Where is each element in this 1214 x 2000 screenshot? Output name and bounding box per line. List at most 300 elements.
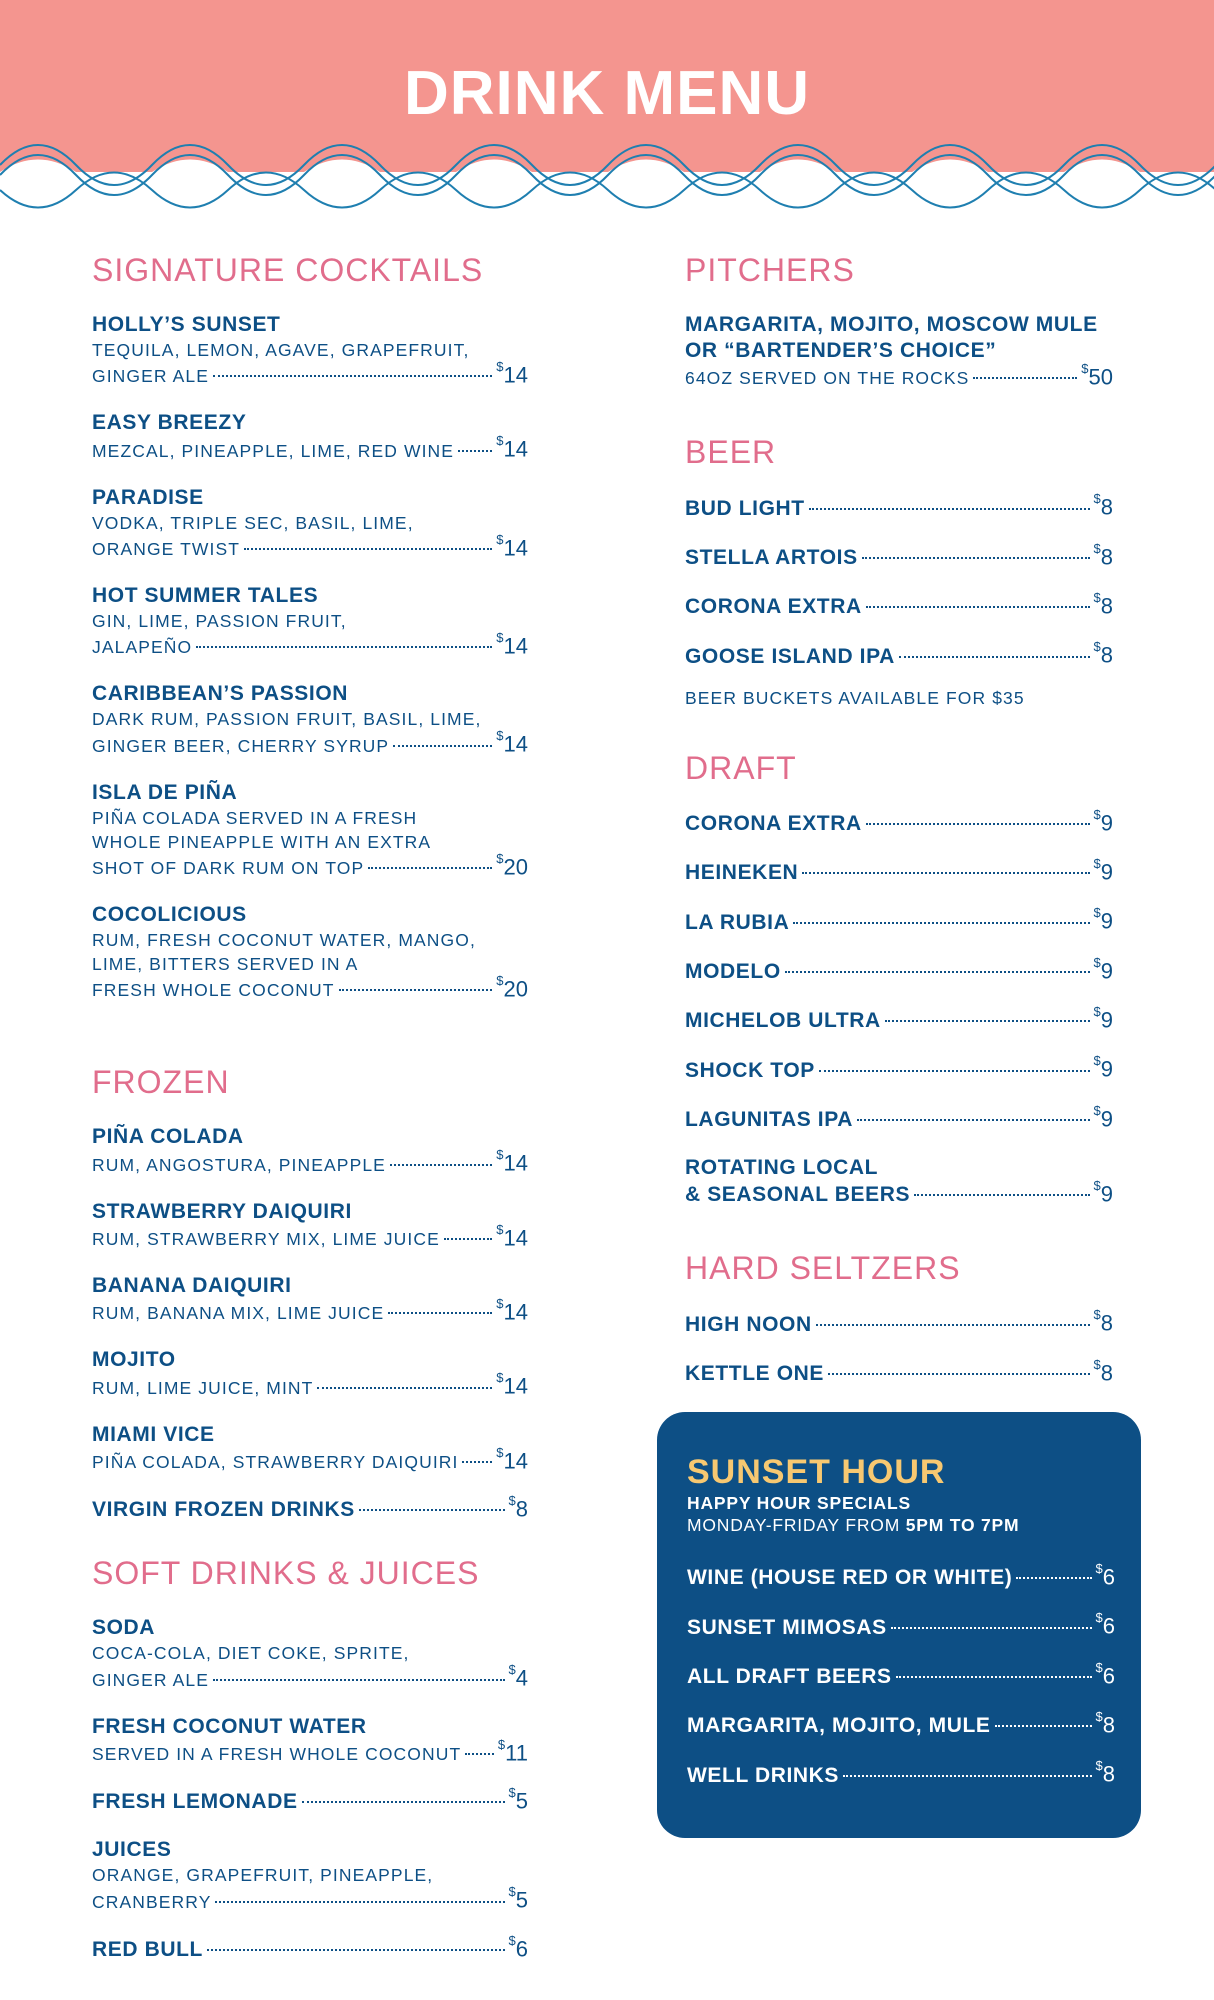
- currency-symbol: $: [496, 531, 504, 547]
- item-price: [1093, 1307, 1113, 1336]
- item-desc: GIN, LIME, PASSION FRUIT,: [92, 610, 347, 631]
- price-value: 8: [1100, 543, 1113, 569]
- item-line: [92, 1147, 528, 1176]
- item-line: [685, 1356, 1113, 1387]
- menu-item: [687, 1561, 1115, 1591]
- item-line: [687, 1758, 1115, 1788]
- item-price: [1093, 491, 1113, 520]
- item-name: HOT SUMMER TALES: [92, 583, 319, 607]
- item-price: [496, 531, 528, 561]
- item-price: [497, 1736, 528, 1766]
- item-name: BUD LIGHT: [685, 496, 805, 520]
- price-value: 9: [1100, 1105, 1113, 1131]
- item-name: FRESH COCONUT WATER: [92, 1714, 367, 1738]
- dot-leader: [213, 375, 492, 377]
- item-line: [685, 855, 1113, 886]
- menu-item: [685, 905, 1113, 935]
- dot-leader: [819, 1070, 1090, 1072]
- price-value: 14: [503, 731, 528, 757]
- item-name: PIÑA COLADA: [92, 1125, 244, 1149]
- item-line: [685, 589, 1113, 620]
- sunset-list: [687, 1561, 1115, 1789]
- menu-item: [685, 954, 1113, 985]
- menu-item: [685, 491, 1113, 521]
- price-value: 6: [515, 1935, 528, 1961]
- menu-item: [92, 485, 528, 561]
- item-desc: JALAPEÑO: [92, 637, 193, 658]
- item-desc: ORANGE TWIST: [92, 538, 241, 559]
- currency-symbol: $: [1093, 491, 1101, 507]
- item-line: [92, 629, 528, 659]
- item-name: HIGH NOON: [685, 1312, 812, 1336]
- item-price: [1093, 1053, 1113, 1082]
- item-line: [685, 1102, 1113, 1133]
- item-line: [685, 905, 1113, 935]
- section-title-frozen: FROZEN: [92, 1064, 230, 1101]
- menu-item: [92, 312, 528, 388]
- item-desc: TEQUILA, LEMON, AGAVE, GRAPEFRUIT,: [92, 340, 470, 360]
- item-name: FRESH LEMONADE: [92, 1790, 298, 1814]
- dot-leader: [317, 1387, 492, 1389]
- price-value: 11: [505, 1739, 528, 1765]
- dot-leader: [866, 606, 1090, 608]
- item-price: [1093, 1177, 1113, 1207]
- item-line: [685, 806, 1113, 837]
- item-line: [685, 491, 1113, 521]
- item-name: SUNSET MIMOSAS: [687, 1615, 887, 1639]
- price-value: 8: [1100, 1310, 1113, 1336]
- item-line: [685, 540, 1113, 571]
- item-name: VIRGIN FROZEN DRINKS: [92, 1498, 355, 1522]
- dot-leader: [213, 1679, 505, 1681]
- price-value: 8: [1100, 1359, 1113, 1385]
- dot-leader: [809, 508, 1090, 510]
- item-desc: SERVED IN A FRESH WHOLE COCONUT: [92, 1743, 462, 1764]
- currency-symbol: $: [496, 359, 504, 374]
- sunset-subtitle: HAPPY HOUR SPECIALS: [687, 1493, 911, 1513]
- dot-leader: [244, 548, 492, 550]
- item-price: [1093, 806, 1113, 836]
- draft-list: [685, 806, 1113, 1133]
- price-value: 6: [1102, 1613, 1115, 1639]
- item-line: [687, 1561, 1115, 1591]
- item-name: KETTLE ONE: [685, 1361, 825, 1385]
- item-desc: MEZCAL, PINEAPPLE, LIME, RED WINE: [92, 440, 455, 461]
- item-price: [1095, 1659, 1115, 1689]
- item-line: [92, 359, 528, 388]
- item-name: BANANA DAIQUIRI: [92, 1273, 292, 1297]
- dot-leader: [828, 1373, 1090, 1375]
- currency-symbol: $: [1093, 639, 1101, 655]
- price-value: 8: [1102, 1761, 1115, 1787]
- sunset-hour-panel: [657, 1412, 1141, 1838]
- item-desc: CRANBERRY: [92, 1891, 212, 1912]
- price-value: 5: [515, 1788, 528, 1814]
- item-desc: RUM, FRESH COCONUT WATER, MANGO,: [92, 929, 476, 950]
- item-price: [1081, 361, 1113, 390]
- right-column: [685, 250, 1113, 1409]
- price-value: 14: [503, 1373, 528, 1399]
- item-price: [496, 850, 528, 880]
- price-value: 9: [1100, 1007, 1113, 1033]
- menu-item: [685, 639, 1113, 669]
- item-price: [508, 1662, 528, 1691]
- menu-item: [687, 1758, 1115, 1788]
- price-value: 14: [503, 1150, 528, 1176]
- item-price: [508, 1884, 528, 1913]
- item-price: [1093, 1356, 1113, 1386]
- item-name: LA RUBIA: [685, 910, 790, 934]
- currency-symbol: $: [496, 629, 504, 645]
- dot-leader: [862, 557, 1090, 559]
- dot-leader: [215, 1901, 504, 1903]
- menu-item: [685, 1003, 1113, 1034]
- item-line: [687, 1659, 1115, 1690]
- item-name: EASY BREEZY: [92, 411, 247, 435]
- item-name: MARGARITA, MOJITO, MULE: [687, 1714, 991, 1738]
- currency-symbol: $: [1093, 1102, 1101, 1118]
- item-desc: DARK RUM, PASSION FRUIT, BASIL, LIME,: [92, 709, 482, 730]
- menu-item: [685, 1356, 1113, 1387]
- currency-symbol: $: [497, 1736, 506, 1752]
- menu-item: [687, 1610, 1115, 1640]
- item-price: [496, 629, 528, 659]
- price-value: 8: [1102, 1712, 1115, 1738]
- sunset-title: SUNSET HOUR: [687, 1453, 946, 1491]
- dot-leader: [843, 1775, 1091, 1777]
- item-name: ALL DRAFT BEERS: [687, 1664, 892, 1688]
- item-price: [496, 728, 528, 757]
- item-desc: LIME, BITTERS SERVED IN A: [92, 953, 359, 974]
- item-name: HEINEKEN: [685, 861, 799, 885]
- menu-item: [92, 410, 528, 462]
- page-title: DRINK MENU: [403, 59, 811, 128]
- item-line: [92, 1736, 528, 1766]
- price-value: 9: [1100, 809, 1113, 835]
- item-line: [92, 1370, 528, 1399]
- currency-symbol: $: [1093, 540, 1101, 556]
- item-desc: RUM, LIME JUICE, MINT: [92, 1377, 314, 1398]
- section-title-signature: SIGNATURE COCKTAILS: [92, 252, 484, 288]
- menu-item: [685, 1053, 1113, 1083]
- menu-item: [92, 1199, 528, 1251]
- item-price: [1095, 1610, 1115, 1639]
- section-title-hard-seltzers: HARD SELTZERS: [685, 1250, 961, 1287]
- menu-item: [92, 1124, 528, 1176]
- dot-leader: [891, 1627, 1092, 1629]
- price-value: 5: [515, 1887, 528, 1913]
- menu-item: [685, 540, 1113, 571]
- menu-item: [685, 1307, 1113, 1337]
- currency-symbol: $: [496, 1444, 504, 1460]
- item-desc: GINGER ALE: [92, 366, 210, 387]
- item-line: [687, 1610, 1115, 1640]
- item-line: [92, 1492, 528, 1523]
- price-value: 9: [1100, 957, 1113, 983]
- item-price: [496, 1221, 528, 1251]
- item-price: [508, 1932, 528, 1962]
- menu-item: [92, 1837, 528, 1913]
- price-value: 6: [1102, 1662, 1115, 1688]
- item-line: [92, 1784, 528, 1815]
- item-name: SODA: [92, 1616, 156, 1640]
- item-desc: COCA-COLA, DIET COKE, SPRITE,: [92, 1643, 410, 1664]
- item-name: SHOCK TOP: [685, 1058, 815, 1082]
- dot-leader: [857, 1119, 1089, 1121]
- currency-symbol: $: [496, 972, 504, 988]
- menu-item: [92, 1422, 528, 1474]
- currency-symbol: $: [1095, 1758, 1103, 1774]
- item-desc: RUM, STRAWBERRY MIX, LIME JUICE: [92, 1228, 440, 1249]
- menu-item: [685, 1155, 1113, 1208]
- item-name: HOLLY’S SUNSET: [92, 313, 281, 336]
- menu-item: [92, 1932, 528, 1963]
- item-line: [92, 1932, 528, 1963]
- currency-symbol: $: [496, 850, 504, 866]
- dot-leader: [802, 872, 1089, 874]
- item-desc: 64OZ SERVED ON THE ROCKS: [685, 368, 970, 389]
- item-line: [92, 531, 528, 561]
- price-value: 50: [1088, 364, 1113, 390]
- menu-item: [685, 806, 1113, 837]
- item-desc: WHOLE PINEAPPLE WITH AN EXTRA: [92, 831, 432, 852]
- sunset-days: [687, 1514, 1115, 1536]
- item-price: [496, 359, 528, 388]
- dot-leader: [1016, 1577, 1091, 1579]
- price-value: 14: [503, 1224, 528, 1250]
- price-value: 9: [1100, 1181, 1113, 1207]
- item-desc: PIÑA COLADA SERVED IN A FRESH: [92, 807, 418, 828]
- menu-item: [92, 1714, 528, 1766]
- item-desc: PIÑA COLADA, STRAWBERRY DAIQUIRI: [92, 1451, 459, 1472]
- dot-leader: [393, 745, 492, 747]
- dot-leader: [390, 1164, 492, 1166]
- item-line: [92, 728, 528, 757]
- menu-item: [687, 1708, 1115, 1739]
- sunset-hour-content: [687, 1452, 1115, 1811]
- item-line: [685, 954, 1113, 985]
- currency-symbol: $: [1093, 905, 1101, 921]
- dot-leader: [368, 867, 492, 869]
- currency-symbol: $: [1093, 1356, 1101, 1372]
- sunset-days-text: MONDAY-FRIDAY FROM: [687, 1515, 906, 1535]
- menu-item: [92, 1615, 528, 1691]
- price-value: 14: [503, 534, 528, 560]
- item-name: RED BULL: [92, 1937, 203, 1961]
- item-line: [685, 1053, 1113, 1083]
- currency-symbol: $: [1093, 806, 1101, 822]
- item-line: [92, 850, 528, 880]
- dot-leader: [896, 1676, 1092, 1678]
- price-value: 20: [503, 853, 528, 879]
- menu-item: [92, 1347, 528, 1399]
- menu-item: [685, 855, 1113, 886]
- currency-symbol: $: [496, 1295, 504, 1311]
- menu-item: [92, 1492, 528, 1523]
- menu-item: [685, 312, 1113, 390]
- item-desc: ORANGE, GRAPEFRUIT, PINEAPPLE,: [92, 1865, 434, 1886]
- item-desc: RUM, ANGOSTURA, PINEAPPLE: [92, 1154, 386, 1175]
- item-name: CARIBBEAN’S PASSION: [92, 682, 349, 706]
- dot-leader: [339, 989, 493, 991]
- beer-note: BEER BUCKETS AVAILABLE FOR $35: [685, 687, 1025, 708]
- currency-symbol: $: [1093, 589, 1101, 605]
- item-name: OR “BARTENDER’S CHOICE”: [685, 339, 997, 362]
- menu-item: [92, 1273, 528, 1325]
- sunset-hours: 5PM TO 7PM: [905, 1515, 1020, 1535]
- price-value: 8: [1100, 642, 1113, 668]
- item-name: WINE (HOUSE RED OR WHITE): [687, 1566, 1013, 1590]
- dot-leader: [885, 1020, 1090, 1022]
- item-desc: GINGER BEER, CHERRY SYRUP: [92, 735, 390, 756]
- item-line: [92, 1884, 528, 1913]
- item-name: MOJITO: [92, 1348, 176, 1372]
- price-value: 6: [1102, 1564, 1115, 1590]
- menu-item: [685, 589, 1113, 620]
- currency-symbol: $: [496, 1147, 504, 1163]
- left-column: [92, 250, 528, 1985]
- currency-symbol: $: [1093, 855, 1101, 871]
- item-line: [92, 1295, 528, 1325]
- currency-symbol: $: [496, 1221, 504, 1237]
- dot-leader: [462, 1461, 492, 1463]
- price-value: 14: [503, 362, 528, 388]
- item-line: [685, 1307, 1113, 1337]
- item-name: STRAWBERRY DAIQUIRI: [92, 1199, 352, 1223]
- currency-symbol: $: [496, 728, 504, 744]
- beer-list: [685, 491, 1113, 669]
- item-price: [1095, 1708, 1115, 1738]
- item-price: [496, 1444, 528, 1474]
- item-price: [1093, 540, 1113, 570]
- item-line: [92, 972, 528, 1002]
- item-price: [1093, 954, 1113, 984]
- currency-symbol: $: [1095, 1659, 1103, 1675]
- item-name: MICHELOB ULTRA: [685, 1009, 881, 1033]
- menu-item: [92, 583, 528, 659]
- currency-symbol: $: [508, 1932, 516, 1948]
- currency-symbol: $: [1081, 361, 1089, 376]
- currency-symbol: $: [508, 1662, 516, 1678]
- item-name: ISLA DE PIÑA: [92, 780, 238, 804]
- item-name: LAGUNITAS IPA: [685, 1107, 854, 1131]
- item-price: [1093, 855, 1113, 885]
- item-name: MARGARITA, MOJITO, MOSCOW MULE: [685, 313, 1098, 336]
- currency-symbol: $: [496, 1370, 504, 1386]
- seltzers-list: [685, 1307, 1113, 1387]
- currency-symbol: $: [1095, 1708, 1103, 1724]
- dot-leader: [465, 1753, 494, 1755]
- menu-item: [92, 1784, 528, 1815]
- menu-item: [92, 902, 528, 1002]
- section-title-draft: DRAFT: [685, 749, 797, 786]
- item-name: MIAMI VICE: [92, 1422, 215, 1446]
- item-line: [92, 1662, 528, 1691]
- item-line: [685, 361, 1113, 390]
- item-desc: SHOT OF DARK RUM ON TOP: [92, 857, 365, 878]
- item-line: [92, 433, 528, 462]
- item-desc: FRESH WHOLE COCONUT: [92, 980, 335, 1001]
- item-price: [496, 972, 528, 1002]
- item-price: [1093, 1102, 1113, 1132]
- price-value: 4: [515, 1665, 528, 1691]
- item-name: & SEASONAL BEERS: [685, 1183, 911, 1207]
- section-title-pitchers: PITCHERS: [685, 252, 855, 288]
- dot-leader: [785, 971, 1090, 973]
- item-line: [685, 1003, 1113, 1034]
- dot-leader: [866, 823, 1090, 825]
- currency-symbol: $: [1093, 954, 1101, 970]
- price-value: 9: [1100, 908, 1113, 934]
- item-price: [1093, 1003, 1113, 1033]
- item-line: [92, 1221, 528, 1251]
- item-price: [508, 1784, 528, 1814]
- item-name: GOOSE ISLAND IPA: [685, 644, 895, 668]
- dot-leader: [995, 1725, 1092, 1727]
- section-title-beer: BEER: [685, 434, 777, 471]
- price-value: 14: [503, 1447, 528, 1473]
- item-price: [496, 1370, 528, 1399]
- dot-leader: [914, 1194, 1089, 1196]
- item-name: WELL DRINKS: [687, 1763, 840, 1787]
- item-line: [92, 1444, 528, 1474]
- dot-leader: [458, 450, 492, 452]
- dot-leader: [302, 1801, 505, 1803]
- price-value: 14: [503, 633, 528, 659]
- item-name: COCOLICIOUS: [92, 902, 247, 926]
- soft-drinks-list: [92, 1615, 528, 1963]
- item-desc: VODKA, TRIPLE SEC, BASIL, LIME,: [92, 512, 414, 533]
- currency-symbol: $: [1095, 1610, 1103, 1626]
- menu-item: [685, 1102, 1113, 1133]
- item-name: CORONA EXTRA: [685, 811, 862, 835]
- item-price: [1093, 589, 1113, 619]
- dot-leader: [196, 646, 492, 648]
- price-value: 8: [515, 1496, 528, 1522]
- price-value: 14: [503, 436, 528, 462]
- item-price: [496, 1147, 528, 1176]
- section-title-soft-drinks: SOFT DRINKS & JUICES: [92, 1555, 480, 1592]
- currency-symbol: $: [508, 1884, 516, 1900]
- dot-leader: [793, 922, 1089, 924]
- menu-item: [687, 1659, 1115, 1690]
- item-price: [508, 1492, 528, 1522]
- item-desc: GINGER ALE: [92, 1669, 210, 1690]
- item-price: [1093, 905, 1113, 934]
- menu-item: [92, 681, 528, 757]
- frozen-list: [92, 1124, 528, 1523]
- currency-symbol: $: [1093, 1307, 1101, 1323]
- item-line: [687, 1708, 1115, 1739]
- item-name: STELLA ARTOIS: [685, 545, 858, 569]
- item-price: [496, 1295, 528, 1325]
- item-name: MODELO: [685, 959, 781, 983]
- currency-symbol: $: [496, 433, 504, 449]
- price-value: 9: [1100, 859, 1113, 885]
- item-line: [685, 1177, 1113, 1208]
- item-price: [496, 433, 528, 462]
- dot-leader: [388, 1312, 492, 1314]
- currency-symbol: $: [1093, 1053, 1101, 1069]
- item-price: [1093, 639, 1113, 668]
- price-value: 8: [1100, 593, 1113, 619]
- dot-leader: [899, 656, 1090, 658]
- item-name: ROTATING LOCAL: [685, 1155, 879, 1179]
- signature-list: [92, 312, 528, 1002]
- currency-symbol: $: [508, 1492, 516, 1508]
- item-price: [1095, 1758, 1115, 1787]
- dot-leader: [816, 1324, 1090, 1326]
